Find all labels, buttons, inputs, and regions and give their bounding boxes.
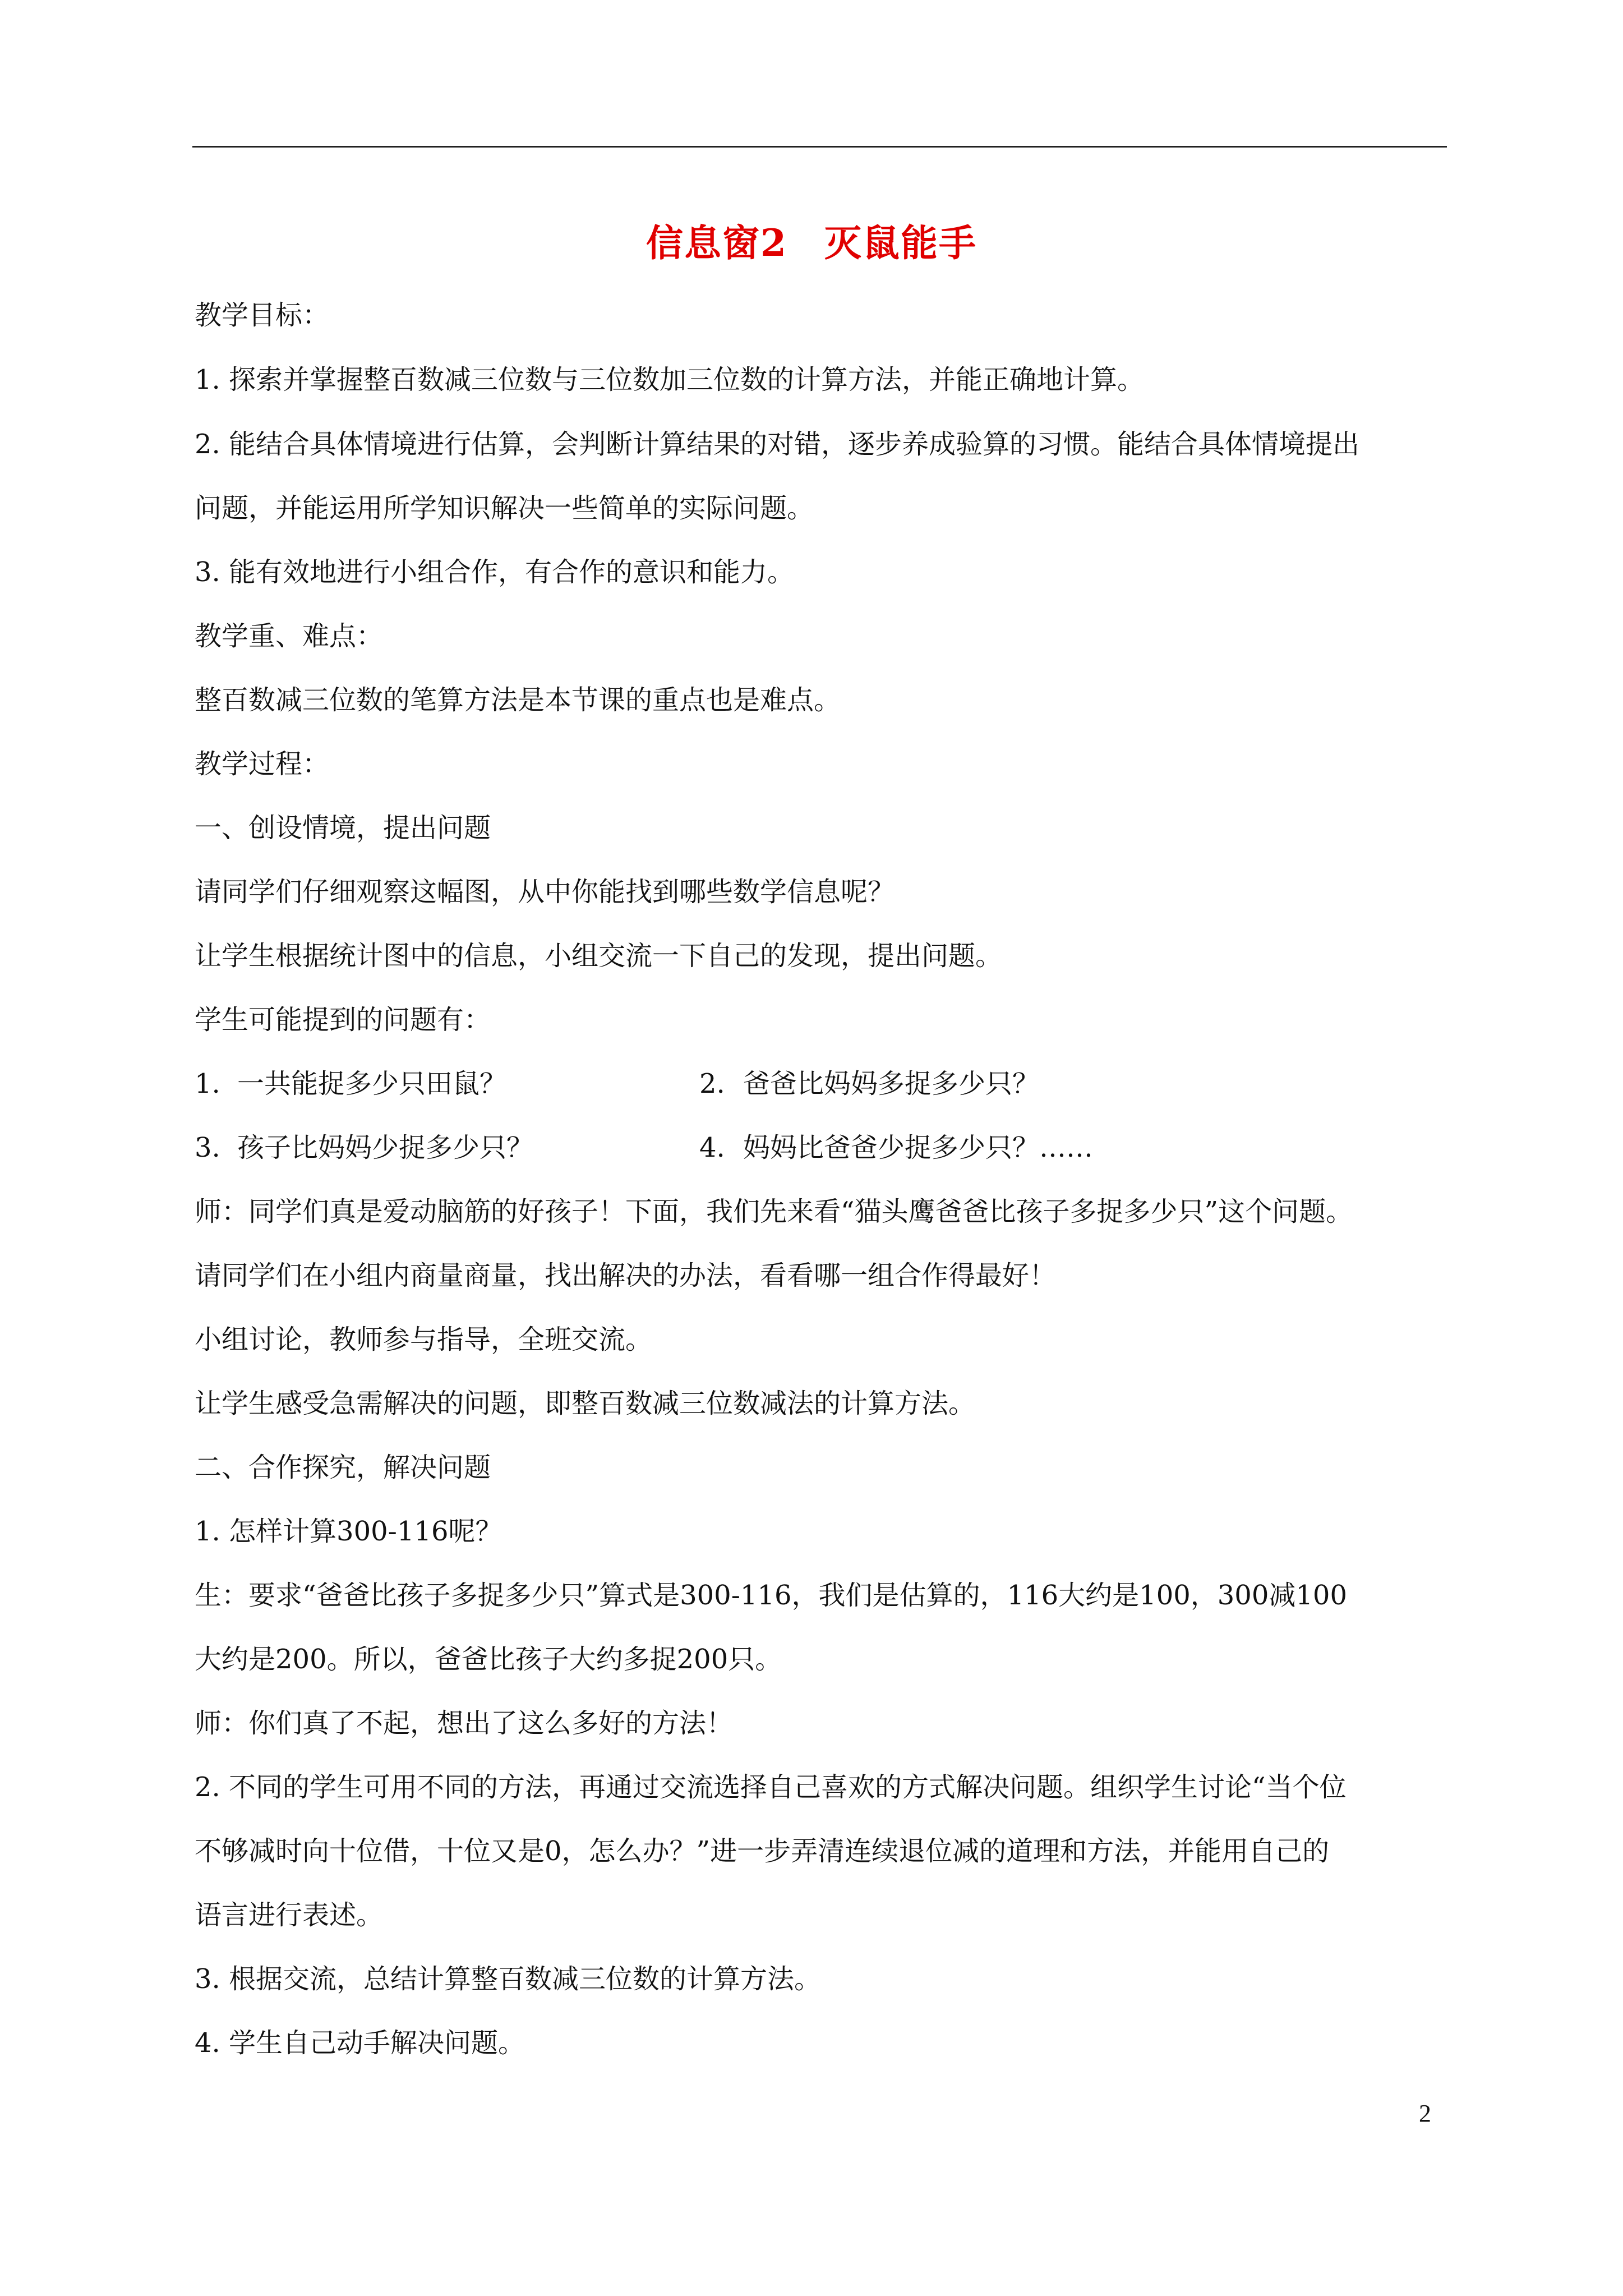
paragraph: 语言进行表述。 bbox=[195, 1899, 384, 1931]
title-part1: 信息窗2 bbox=[646, 221, 787, 265]
paragraph: 1. 怎样计算300-116呢？ bbox=[195, 1516, 502, 1547]
objective-2-line1: 2. 能结合具体情境进行估算，会判断计算结果的对错，逐步养成验算的习惯。能结合具体情境提出 bbox=[195, 429, 1360, 460]
key-points-text: 整百数减三位数的笔算方法是本节课的重点也是难点。 bbox=[195, 684, 841, 716]
question-text: 一共能捉多少只田鼠？ bbox=[237, 1068, 507, 1099]
paragraph: 大约是200。所以，爸爸比孩子大约多捉200只。 bbox=[195, 1644, 782, 1675]
question-number: 3. bbox=[195, 1132, 220, 1163]
objective-2-line2: 问题，并能运用所学知识解决一些简单的实际问题。 bbox=[195, 493, 814, 524]
question-text: 孩子比妈妈少捉多少只？ bbox=[237, 1132, 534, 1163]
paragraph: 请同学们在小组内商量商量，找出解决的办法，看看哪一组合作得最好！ bbox=[195, 1260, 1057, 1291]
paragraph: 学生可能提到的问题有： bbox=[195, 1004, 491, 1036]
question-row bbox=[195, 1066, 1448, 1102]
paragraph: 让学生感受急需解决的问题，即整百数减三位数减法的计算方法。 bbox=[195, 1388, 976, 1419]
paragraph: 师：同学们真是爱动脑筋的好孩子！下面，我们先来看“猫头鹰爸爸比孩子多捉多少只”这个问题。 bbox=[195, 1196, 1353, 1227]
question-text: 爸爸比妈妈多捉多少只？ bbox=[743, 1068, 1040, 1099]
paragraph: 小组讨论，教师参与指导，全班交流。 bbox=[195, 1324, 653, 1355]
heading-objectives: 教学目标： bbox=[195, 300, 330, 331]
paragraph: 2. 不同的学生可用不同的方法，再通过交流选择自己喜欢的方式解决问题。组织学生讨论“当个位 bbox=[195, 1772, 1347, 1803]
paragraph: 3. 根据交流，总结计算整百数减三位数的计算方法。 bbox=[195, 1963, 822, 1995]
question-number: 4. bbox=[699, 1132, 725, 1163]
paragraph: 4. 学生自己动手解决问题。 bbox=[195, 2027, 525, 2059]
paragraph: 不够减时向十位借，十位又是0，怎么办？”进一步弄清连续退位减的道理和方法，并能用自己的 bbox=[195, 1835, 1330, 1867]
header-rule bbox=[192, 146, 1447, 148]
question-number: 2. bbox=[699, 1068, 725, 1099]
question-number: 1. bbox=[195, 1068, 220, 1099]
question-row bbox=[195, 1130, 1448, 1166]
objective-3: 3. 能有效地进行小组合作，有合作的意识和能力。 bbox=[195, 556, 795, 588]
heading-process: 教学过程： bbox=[195, 748, 330, 780]
section-1-heading: 一、创设情境，提出问题 bbox=[195, 812, 491, 844]
heading-key-points: 教学重、难点： bbox=[195, 620, 384, 652]
section-2-heading: 二、合作探究，解决问题 bbox=[195, 1452, 491, 1483]
question-text: 妈妈比爸爸少捉多少只？…… bbox=[743, 1132, 1094, 1163]
page-title bbox=[0, 213, 1623, 266]
paragraph: 请同学们仔细观察这幅图，从中你能找到哪些数学信息呢？ bbox=[195, 876, 895, 908]
paragraph: 让学生根据统计图中的信息，小组交流一下自己的发现，提出问题。 bbox=[195, 940, 1003, 972]
objective-1: 1. 探索并掌握整百数减三位数与三位数加三位数的计算方法，并能正确地计算。 bbox=[195, 364, 1145, 395]
paragraph: 生：要求“爸爸比孩子多捉多少只”算式是300-116，我们是估算的，116大约是100，300减100 bbox=[195, 1580, 1348, 1611]
page-number: 2 bbox=[1419, 2100, 1431, 2127]
paragraph: 师：你们真了不起，想出了这么多好的方法！ bbox=[195, 1708, 734, 1739]
title-part2: 灭鼠能手 bbox=[824, 221, 977, 265]
